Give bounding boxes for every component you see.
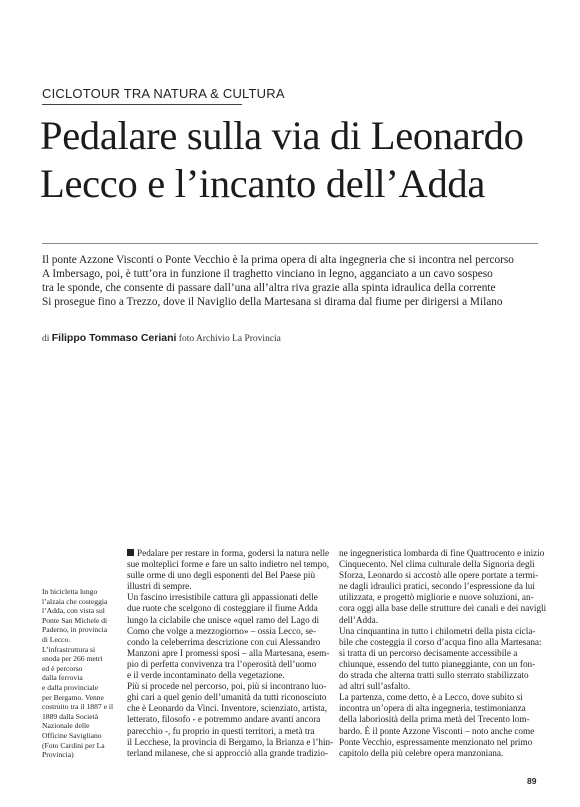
body-line: ne dagli idraulici pratici, secondo l’espressione da lui [339, 581, 535, 592]
body-line: utilizzata, e progettò migliorie e nuove soluzioni, an- [339, 592, 534, 603]
caption-line: l’Adda, con vista sul [42, 606, 105, 616]
byline [42, 332, 281, 344]
body-line: pio di perfetta convivenza tra l’operosità dell’uomo [127, 658, 317, 669]
body-line: La partenza, come detto, è a Lecco, dove subito si [339, 692, 523, 703]
body-line: Manzoni apre I promessi sposi – alla Martesana, esem- [127, 647, 330, 658]
body-line: bile che costeggia il corso d’acqua fino alla Martesana: [339, 636, 542, 647]
page-number: 89 [527, 776, 537, 786]
caption-line: Officine Savigliano [42, 730, 102, 740]
body-column-1 [127, 548, 332, 759]
body-line: e il verde incontaminato della vegetazione. [127, 670, 285, 681]
caption-line: costruito tra il 1887 e il [42, 702, 114, 712]
standfirst-line: tra le sponde, che consente di passare dall’una all’altra riva grazie alla spinta idraulica della corrente [42, 282, 496, 294]
byline-prefix: di [42, 334, 50, 344]
body-column-2 [339, 548, 547, 759]
body-line: ghi cari a quel genio dell’umanità da tutti riconosciuto [127, 692, 327, 703]
section-kicker: CICLOTOUR TRA NATURA & CULTURA [42, 86, 285, 101]
body-line: il Lecchese, la provincia di Bergamo, la Brianza e l’hin- [127, 736, 334, 747]
body-line: si tratta di un percorso decisamente accessibile a [339, 647, 518, 658]
body-line: Una cinquantina in tutto i chilometri della pista cicla- [339, 625, 536, 636]
body-line: cora oggi alla base delle strutture dei canali e dei navigli [339, 603, 547, 614]
body-line [127, 548, 332, 559]
headline [40, 112, 560, 208]
body-line: dell’Adda. [339, 614, 379, 625]
caption-line: (Foto Cardini per La [42, 740, 105, 750]
standfirst-line: A Imbersago, poi, è tutt’ora in funzione il traghetto vinciano in legno, agganciato a un cavo sospeso [42, 268, 493, 280]
caption-line: L’infrastruttura si [42, 644, 96, 654]
body-line: lungo la ciclabile che unisce «quel ramo del Lago di [127, 614, 320, 625]
caption-line: di Lecco. [42, 634, 71, 644]
body-line: Ponte Vecchio, espressamente menzionato nel primo [339, 736, 533, 747]
standfirst [42, 253, 542, 309]
headline-line: Pedalare sulla via di Leonardo [40, 113, 524, 158]
standfirst-line: Si prosegue fino a Trezzo, dove il Naviglio della Martesana si dirama dal fiume per dirigersi a Milano [42, 296, 503, 308]
caption-line: dalla ferrovia [42, 673, 83, 683]
headline-line: Lecco e l’incanto dell’Adda [40, 161, 486, 206]
caption-line: 1889 dalla Società [42, 711, 99, 721]
byline-author: Filippo Tommaso Ceriani [51, 332, 177, 344]
caption-line: In bicicletta lungo [42, 587, 98, 596]
body-line: della laboriosità della prima metà del Trecento lom- [339, 714, 530, 725]
body-line: incontra un’opera di alta ingegneria, testimonianza [339, 703, 526, 714]
body-line: illustri di sempre. [127, 581, 192, 592]
caption-line: ed è percorso [42, 663, 83, 673]
caption-line: Paderno, in provincia [42, 625, 108, 635]
body-line: bardo. È il ponte Azzone Visconti – noto anche come [339, 725, 535, 736]
body-line: Como che volge a mezzogiorno» – ossia Lecco, se- [127, 625, 317, 636]
body-line: letterato, filosofo - e potremmo andare avanti ancora [127, 714, 321, 725]
photo-caption [42, 587, 122, 760]
body-line: do strada che alterna tratti sullo sterrato stabilizzato [339, 670, 529, 681]
body-line: Più si procede nel percorso, poi, più si incontrano luo- [127, 681, 327, 692]
headline-divider [42, 243, 538, 244]
body-line: Sforza, Leonardo si accostò alle opere portate a termi- [339, 570, 539, 581]
body-line: ne ingegneristica lombarda di fine Quattrocento e inizio [339, 548, 545, 558]
body-line: condo la celeberrima descrizione con cui Alessandro [127, 636, 321, 647]
body-line: ad altri sull’asfalto. [339, 681, 411, 692]
caption-line: l’alzaia che costeggia [42, 596, 108, 606]
body-line: parecchio -, fu proprio in questi territori, a metà tra [127, 725, 315, 736]
caption-line: per Bergamo. Venne [42, 692, 104, 702]
body-line: chiunque, essendo del tutto pianeggiante, con un fon- [339, 658, 536, 669]
body-line: capitolo della più celebre opera manzoniana. [339, 747, 504, 758]
photo-credit: foto Archivio La Provincia [178, 334, 281, 344]
kicker-underline [42, 104, 242, 105]
body-line: sue molteplici forme e fare un salto indietro nel tempo, [127, 559, 330, 570]
body-line: terland milanese, che si approcciò alla grande tradizio- [127, 747, 329, 758]
body-line: che è Leonardo da Vinci. Inventore, scienziato, artista, [127, 703, 328, 714]
body-line: Un fascino irresistibile cattura gli appassionati delle [127, 592, 318, 603]
caption-line: Ponte San Michele di [42, 615, 108, 625]
body-line: Cinquecento. Nel clima culturale della Signoria degli [339, 559, 535, 570]
square-bullet-icon [127, 549, 134, 556]
caption-line: Nazionale delle [42, 721, 90, 731]
body-line: sulle orme di uno degli esponenti del Bel Paese più [127, 570, 316, 581]
body-line-text: Pedalare per restare in forma, godersi la natura nelle [137, 548, 330, 558]
standfirst-line: Il ponte Azzone Visconti o Ponte Vecchio è la prima opera di alta ingegneria che si incontra nel percorso [42, 254, 514, 266]
body-line: due ruote che scelgono di costeggiare il fiume Adda [127, 603, 318, 614]
caption-line: Provincia) [42, 750, 74, 760]
caption-line: snoda per 266 metri [42, 654, 103, 664]
caption-line: e dalla provinciale [42, 682, 99, 692]
